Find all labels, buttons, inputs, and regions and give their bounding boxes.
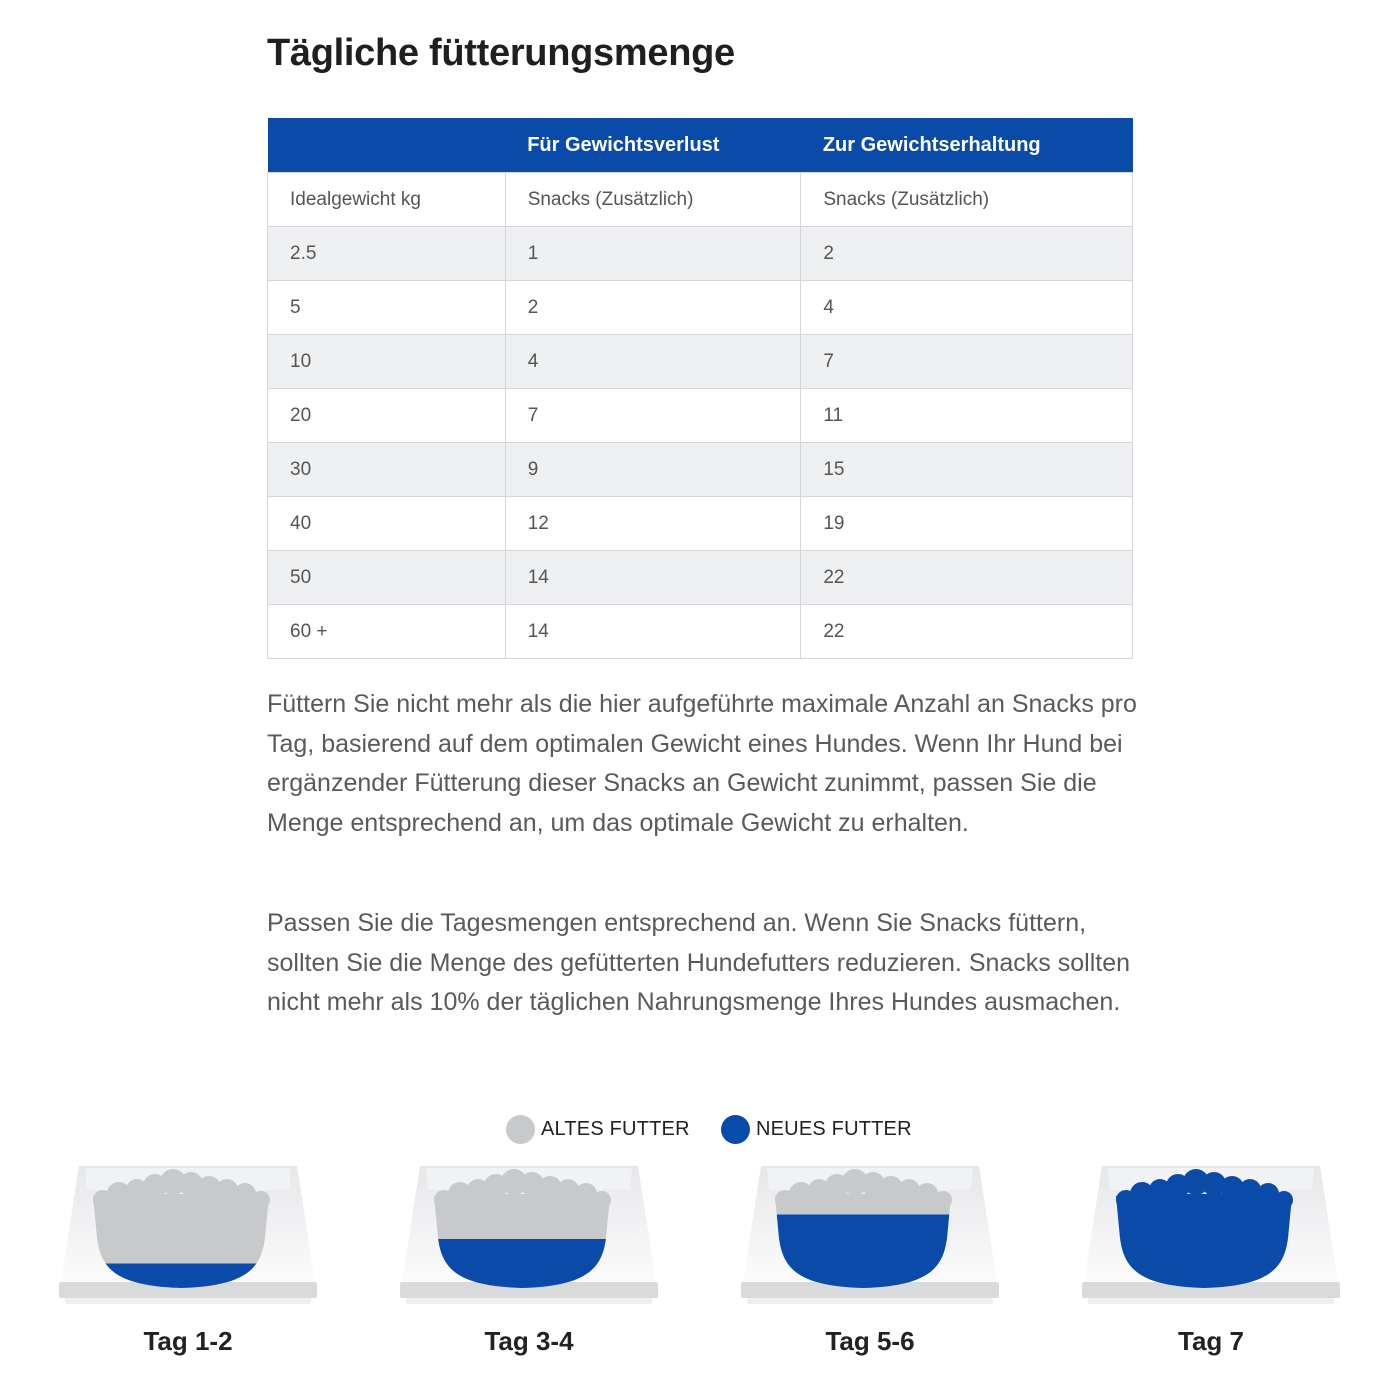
snacks-loss-cell: 14	[505, 605, 801, 659]
table-row	[268, 551, 1133, 605]
snacks-loss-cell: 9	[505, 443, 801, 497]
legend	[0, 1112, 1400, 1146]
subheader-snacks-loss: Snacks (Zusätzlich)	[505, 173, 801, 227]
weight-cell: 40	[268, 497, 506, 551]
page-title: Tägliche fütterungsmenge	[267, 32, 735, 74]
weight-cell: 20	[268, 389, 506, 443]
legend-new-food	[721, 1112, 912, 1146]
snacks-maintenance-cell: 19	[801, 497, 1133, 551]
snacks-loss-cell: 12	[505, 497, 801, 551]
table-row	[268, 227, 1133, 281]
bowl-base-shadow	[406, 1298, 652, 1304]
paragraph-daily-amount: Passen Sie die Tagesmengen entsprechend an. Wenn Sie Snacks füttern, sollten Sie die Menge des gefütterten Hundefutters reduzieren. Snacks sollten nicht mehr als 10% der täglichen Nahrungsmenge Ihres Hundes ausmachen.	[267, 909, 1131, 1016]
table-row	[268, 443, 1133, 497]
table-row	[268, 389, 1133, 443]
snacks-loss-cell: 2	[505, 281, 801, 335]
weight-cell: 10	[268, 335, 506, 389]
legend-new-food-label: NEUES FUTTER	[756, 1117, 912, 1140]
header-weight-maintenance: Zur Gewichtserhaltung	[801, 118, 1133, 173]
weight-cell: 60 +	[268, 605, 506, 659]
kibble-mound	[438, 1194, 608, 1204]
snacks-maintenance-cell: 4	[801, 281, 1133, 335]
weight-cell: 2.5	[268, 227, 506, 281]
day-label-5-6: Tag 5-6	[825, 1326, 915, 1356]
table-header-row	[268, 118, 1133, 173]
bowl-illustration	[398, 1160, 660, 1310]
food-bowl-day-1-2	[57, 1160, 319, 1310]
paragraph-snack-limit: Füttern Sie nicht mehr als die hier aufgeführte maximale Anzahl an Snacks pro Tag, basierend auf dem optimalen Gewicht eines Hundes. Wenn Ihr Hund bei ergänzender Fütterung dieser Snacks an Gewicht zunimmt, passen Sie die Menge entsprechend an, um das optimale Gewicht zu erhalten.	[267, 690, 1137, 837]
weight-cell: 5	[268, 281, 506, 335]
day-label-1-2: Tag 1-2	[143, 1326, 233, 1356]
food-bowl-day-3-4	[398, 1160, 660, 1310]
kibble-mound	[779, 1194, 949, 1204]
bowl-illustration	[57, 1160, 319, 1310]
bowl-base-shadow	[747, 1298, 993, 1304]
table-row	[268, 335, 1133, 389]
weight-cell: 50	[268, 551, 506, 605]
snacks-maintenance-cell: 7	[801, 335, 1133, 389]
bowl-illustration	[739, 1160, 1001, 1310]
table-subheader-row	[268, 173, 1133, 227]
table-row	[268, 605, 1133, 659]
header-empty	[268, 118, 506, 173]
subheader-snacks-maintenance: Snacks (Zusätzlich)	[801, 173, 1133, 227]
snacks-loss-cell: 1	[505, 227, 801, 281]
snacks-maintenance-cell: 15	[801, 443, 1133, 497]
weight-cell: 30	[268, 443, 506, 497]
bowl-illustration	[1080, 1160, 1342, 1310]
snacks-loss-cell: 4	[505, 335, 801, 389]
old-food-dot-icon	[506, 1115, 535, 1144]
snacks-loss-cell: 14	[505, 551, 801, 605]
kibble-mound	[1120, 1194, 1290, 1204]
snacks-loss-cell: 7	[505, 389, 801, 443]
subheader-ideal-weight: Idealgewicht kg	[268, 173, 506, 227]
feeding-table	[267, 118, 1133, 659]
snacks-maintenance-cell: 22	[801, 605, 1133, 659]
table-row	[268, 281, 1133, 335]
food-bowl-day-5-6	[739, 1160, 1001, 1310]
legend-old-food	[506, 1112, 690, 1146]
food-bowl-day-7	[1080, 1160, 1342, 1310]
snacks-maintenance-cell: 11	[801, 389, 1133, 443]
day-label-7: Tag 7	[1178, 1326, 1244, 1356]
bowl-base-shadow	[1088, 1298, 1334, 1304]
new-food-dot-icon	[721, 1115, 750, 1144]
snacks-maintenance-cell: 22	[801, 551, 1133, 605]
header-weight-loss: Für Gewichtsverlust	[505, 118, 801, 173]
bowl-base-shadow	[65, 1298, 311, 1304]
legend-old-food-label: ALTES FUTTER	[541, 1117, 690, 1140]
table-row	[268, 497, 1133, 551]
kibble-mound	[97, 1194, 267, 1204]
snacks-maintenance-cell: 2	[801, 227, 1133, 281]
day-label-3-4: Tag 3-4	[484, 1326, 574, 1356]
